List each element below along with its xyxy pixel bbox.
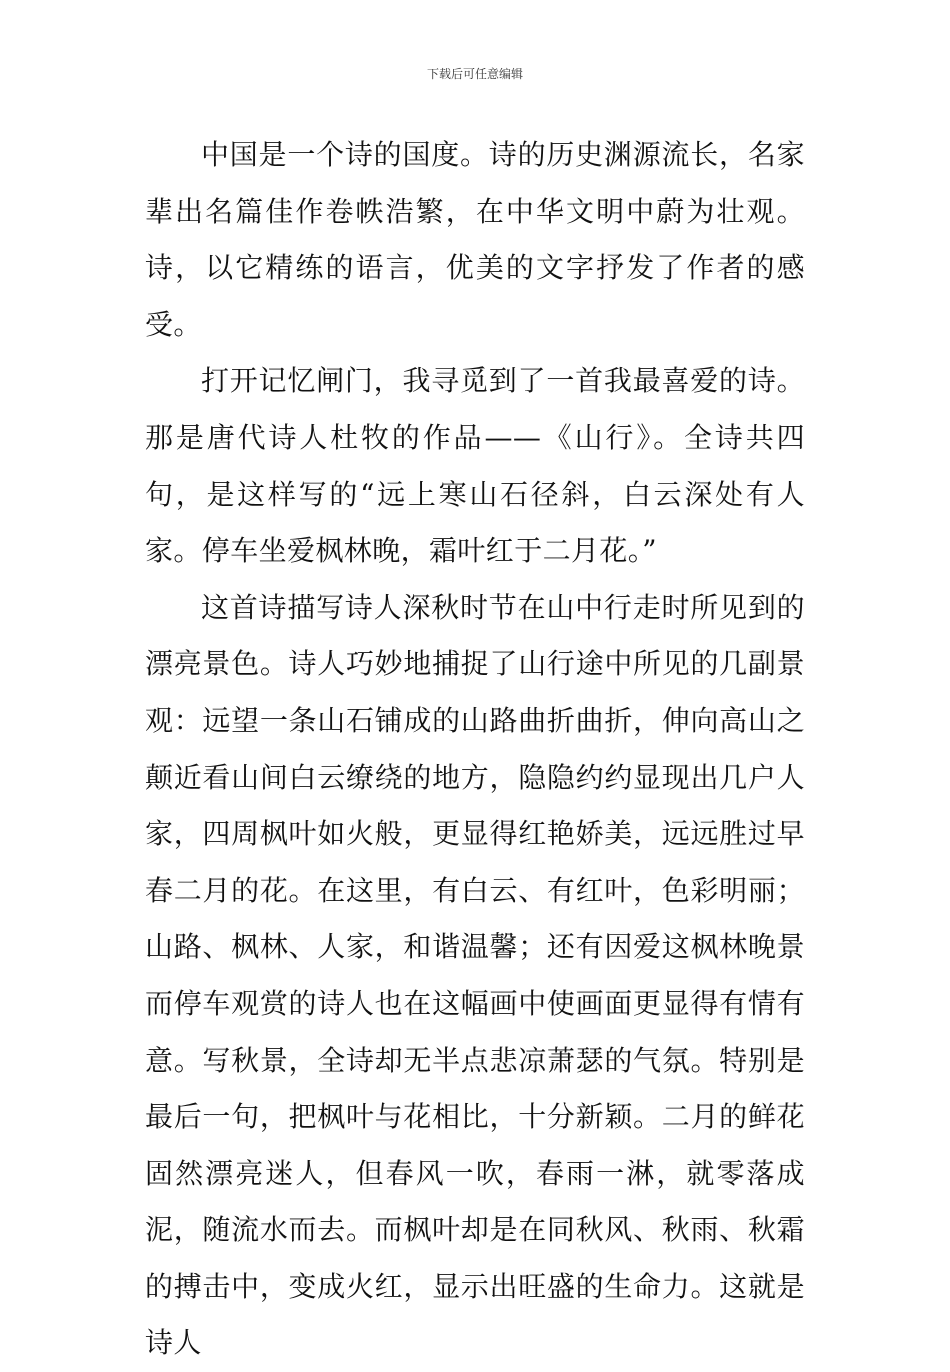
paragraph-analysis: 这首诗描写诗人深秋时节在山中行走时所见到的漂亮景色。诗人巧妙地捕捉了山行途中所见的几副景观：远望一条山石铺成的山路曲折曲折，伸向高山之颠近看山间白云缭绕的地方，隐隐约约显现出几户人家，四周枫叶如火般，更显得红艳娇美，远远胜过早春二月的花。在这里，有白云、有红叶，色彩明丽；山路、枫林、人家，和谐温馨；还有因爱这枫林晚景而停车观赏的诗人也在这幅画中使画面更显得有情有意。写秋景，全诗却无半点悲凉萧瑟的气氛。特别是最后一句，把枫叶与花相比，十分新颖。二月的鲜花固然漂亮迷人，但春风一吹，春雨一淋，就零落成泥，随流水而去。而枫叶却是在同秋风、秋雨、秋霜的搏击中，变成火红，显示出旺盛的生命力。这就是诗人 bbox=[145, 590, 805, 1360]
paragraph-poem: 打开记忆闸门，我寻觅到了一首我最喜爱的诗。那是唐代诗人杜牧的作品——《山行》。全诗共四句，是这样写的“远上寒山石径斜，白云深处有人家。停车坐爱枫林晚，霜叶红于二月花。” bbox=[145, 364, 805, 568]
paragraph-intro: 中国是一个诗的国度。诗的历史渊源流长，名家辈出名篇佳作卷帙浩繁，在中华文明中蔚为壮观。诗，以它精练的语言，优美的文字抒发了作者的感受。 bbox=[145, 138, 805, 341]
document-body bbox=[145, 127, 805, 1372]
page-header: 下载后可任意编辑 bbox=[426, 67, 523, 81]
